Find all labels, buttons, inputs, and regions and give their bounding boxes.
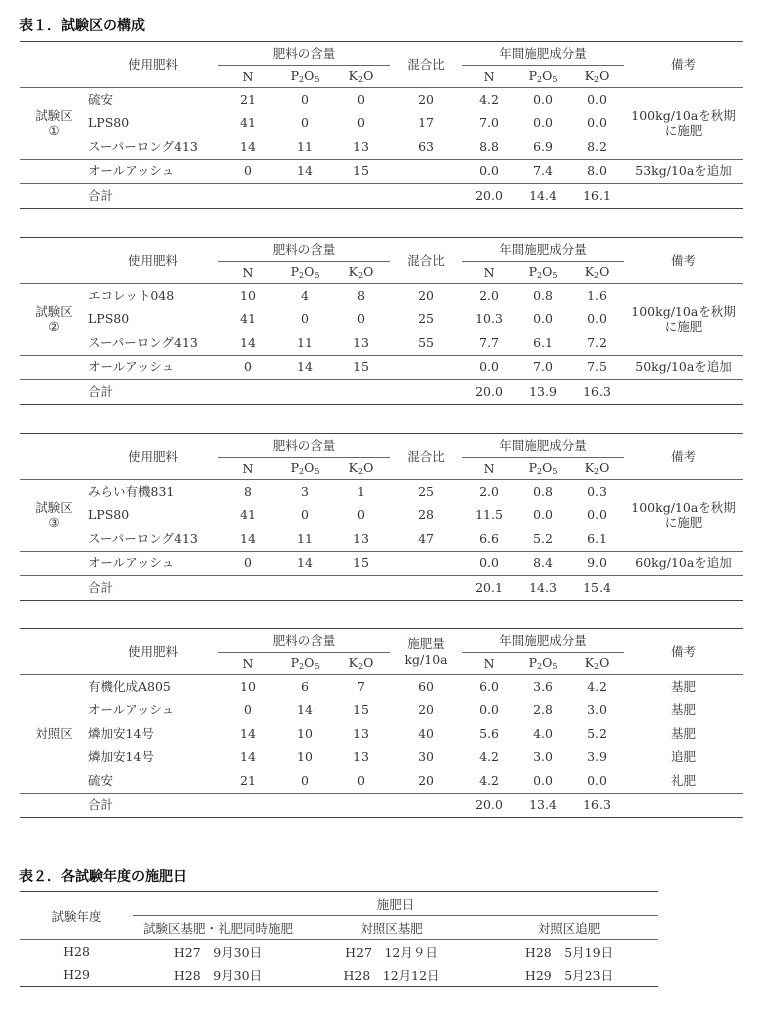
total-k: 16.1 xyxy=(570,184,624,209)
remark-main xyxy=(624,284,743,356)
n-content: 14 xyxy=(240,138,256,154)
section-table-2 xyxy=(20,237,743,405)
header-remarks: 備考 xyxy=(624,238,743,284)
k-content: 0 xyxy=(357,507,365,523)
annual-k: 0.0 xyxy=(587,115,607,131)
annual-n: 4.2 xyxy=(462,88,516,112)
n-content: 41 xyxy=(240,311,256,327)
header-rate xyxy=(390,629,462,675)
total-k: 15.4 xyxy=(570,576,624,601)
schedule-header-col2: 対照区基肥 xyxy=(360,920,423,936)
remark-main-line2: に施肥 xyxy=(664,515,703,531)
mix-ratio: 55 xyxy=(418,334,434,350)
schedule-date-cell: H27 9月30日 xyxy=(133,940,303,964)
annual-n: 6.6 xyxy=(479,530,499,546)
header-p2o5: $P_2O_5$ xyxy=(290,67,320,84)
fertilizer-row xyxy=(20,284,743,308)
section-label xyxy=(20,284,88,356)
n-content: 10 xyxy=(218,675,278,699)
total-p: 13.4 xyxy=(516,793,570,818)
section-label-line1: 試験区 xyxy=(35,107,73,123)
k-content: 7 xyxy=(332,675,390,699)
total-p: 14.4 xyxy=(516,184,570,209)
annual-k: 6.1 xyxy=(587,530,607,546)
header-n: N xyxy=(242,264,254,280)
control-table xyxy=(20,628,743,818)
p-content: 14 xyxy=(297,702,313,718)
annual-n: 6.0 xyxy=(462,675,516,699)
total-label: 合計 xyxy=(88,576,218,601)
remark-cell: 基肥 xyxy=(671,725,697,741)
schedule-date-cell: H27 12月９日 xyxy=(303,940,480,964)
n-content: 14 xyxy=(240,749,256,765)
header-mix: 混合比 xyxy=(390,42,462,88)
p-content: 14 xyxy=(278,355,332,380)
k-content: 8 xyxy=(332,284,390,308)
section-label-line1: 試験区 xyxy=(35,303,73,319)
header-p2o5: $P_2O_5$ xyxy=(290,459,320,476)
header-k2o: $K_2O$ xyxy=(348,459,374,476)
header-remarks: 備考 xyxy=(624,42,743,88)
header-p2o5: $P_2O_5$ xyxy=(528,654,558,671)
schedule-header-col1: 試験区基肥・礼肥同時施肥 xyxy=(142,920,293,936)
remark-main xyxy=(624,88,743,160)
annual-p: 0.0 xyxy=(533,311,553,327)
header-fertilizer: 使用肥料 xyxy=(88,434,218,480)
mix-ratio: 17 xyxy=(418,115,434,131)
header-p2o5: $P_2O_5$ xyxy=(528,263,558,280)
mix-ratio: 25 xyxy=(418,311,434,327)
mix-ratio: 28 xyxy=(418,507,434,523)
remark-main xyxy=(624,480,743,552)
p-content: 0 xyxy=(301,115,309,131)
schedule-date-cell: H28 9月30日 xyxy=(133,963,303,987)
fertilizer-row xyxy=(20,746,743,770)
header-content: 肥料の含量 xyxy=(218,629,390,653)
header-remarks: 備考 xyxy=(624,434,743,480)
header-content: 肥料の含量 xyxy=(218,42,390,66)
p-content: 10 xyxy=(297,749,313,765)
remark-main-line1: 100kg/10aを秋期 xyxy=(631,499,736,515)
mix-ratio: 30 xyxy=(418,749,434,765)
annual-k: 3.0 xyxy=(587,702,607,718)
p-content: 11 xyxy=(297,530,313,546)
header-n: N xyxy=(483,68,495,84)
n-content: 14 xyxy=(240,530,256,546)
n-content: 14 xyxy=(240,725,256,741)
annual-n: 0.0 xyxy=(462,355,516,380)
remark-cell: 礼肥 xyxy=(671,772,697,788)
n-content: 0 xyxy=(218,355,278,380)
annual-k: 0.0 xyxy=(587,311,607,327)
mix-ratio: 20 xyxy=(390,284,462,308)
total-row xyxy=(20,380,743,405)
fertilizer-name: オールアッシュ xyxy=(88,702,175,718)
p-content: 11 xyxy=(297,138,313,154)
annual-k: 7.5 xyxy=(570,355,624,380)
annual-n: 4.2 xyxy=(479,749,499,765)
section-label-line1: 試験区 xyxy=(35,499,73,515)
k-content: 15 xyxy=(353,702,369,718)
header-row xyxy=(20,434,743,458)
n-content: 8 xyxy=(218,480,278,504)
annual-k: 0.0 xyxy=(570,88,624,112)
remark-additional: 53kg/10aを追加 xyxy=(624,159,743,184)
annual-n: 8.8 xyxy=(479,138,499,154)
remark-additional: 50kg/10aを追加 xyxy=(624,355,743,380)
annual-p: 8.4 xyxy=(516,551,570,576)
schedule-table xyxy=(20,891,658,987)
total-row xyxy=(20,576,743,601)
mix-ratio: 25 xyxy=(390,480,462,504)
header-annual: 年間施肥成分量 xyxy=(462,434,624,458)
k-content: 13 xyxy=(353,334,369,350)
annual-n: 10.3 xyxy=(475,311,503,327)
header-row xyxy=(20,42,743,66)
fertilizer-row xyxy=(20,88,743,112)
k-content: 0 xyxy=(357,311,365,327)
fertilizer-row xyxy=(20,769,743,793)
annual-k: 1.6 xyxy=(570,284,624,308)
header-content: 肥料の含量 xyxy=(218,434,390,458)
annual-p: 6.9 xyxy=(533,138,553,154)
header-n: N xyxy=(242,68,254,84)
p-content: 14 xyxy=(278,159,332,184)
n-content: 0 xyxy=(218,551,278,576)
header-p2o5: $P_2O_5$ xyxy=(290,263,320,280)
remark-main-line1: 100kg/10aを秋期 xyxy=(631,303,736,319)
p-content: 0 xyxy=(301,507,309,523)
header-fertilizer: 使用肥料 xyxy=(88,42,218,88)
table1-title: 表１．試験区の構成 xyxy=(19,18,145,34)
annual-k: 4.2 xyxy=(570,675,624,699)
annual-p: 3.0 xyxy=(533,749,553,765)
total-p: 13.9 xyxy=(516,380,570,405)
n-content: 0 xyxy=(244,702,252,718)
fertilizer-name: スーパーロング413 xyxy=(88,138,198,154)
header-annual: 年間施肥成分量 xyxy=(462,42,624,66)
n-content: 10 xyxy=(218,284,278,308)
k-content: 15 xyxy=(332,355,390,380)
annual-n: 2.0 xyxy=(462,284,516,308)
n-content: 41 xyxy=(240,507,256,523)
fertilizer-name: 燐加安14号 xyxy=(88,725,154,741)
annual-n: 0.0 xyxy=(479,702,499,718)
header-k2o: $K_2O$ xyxy=(584,263,610,280)
remark-cell: 基肥 xyxy=(671,702,697,718)
header-n: N xyxy=(483,264,495,280)
annual-p: 4.0 xyxy=(533,725,553,741)
annual-p: 3.6 xyxy=(516,675,570,699)
remark-main-line2: に施肥 xyxy=(664,123,703,139)
total-p: 14.3 xyxy=(516,576,570,601)
p-content: 4 xyxy=(278,284,332,308)
remark-cell: 追肥 xyxy=(671,749,697,765)
k-content: 13 xyxy=(353,725,369,741)
k-content: 15 xyxy=(332,551,390,576)
k-content: 0 xyxy=(357,772,365,788)
k-content: 13 xyxy=(353,749,369,765)
annual-k: 0.3 xyxy=(570,480,624,504)
schedule-header-row xyxy=(20,892,658,916)
schedule-row xyxy=(20,940,658,964)
header-rate-unit: kg/10a xyxy=(404,651,448,667)
header-rate-label: 施肥量 xyxy=(407,635,445,651)
header-p2o5: $P_2O_5$ xyxy=(528,67,558,84)
mix-ratio: 47 xyxy=(418,530,434,546)
additional-row xyxy=(20,159,743,184)
p-content: 11 xyxy=(297,334,313,350)
section-label xyxy=(20,88,88,160)
header-k2o: $K_2O$ xyxy=(348,654,374,671)
fertilizer-name: LPS80 xyxy=(88,507,130,523)
header-content: 肥料の含量 xyxy=(218,238,390,262)
mix-ratio xyxy=(390,159,462,184)
mix-ratio: 40 xyxy=(418,725,434,741)
annual-p: 2.8 xyxy=(533,702,553,718)
header-fertilizer: 使用肥料 xyxy=(88,238,218,284)
mix-ratio xyxy=(390,355,462,380)
header-k2o: $K_2O$ xyxy=(584,67,610,84)
fertilizer-name: オールアッシュ xyxy=(88,159,218,184)
k-content: 0 xyxy=(332,88,390,112)
k-content: 13 xyxy=(353,138,369,154)
header-remarks: 備考 xyxy=(624,629,743,675)
schedule-header-year: 試験年度 xyxy=(20,892,133,940)
n-content: 14 xyxy=(240,334,256,350)
fertilizer-name: スーパーロング413 xyxy=(88,530,198,546)
header-k2o: $K_2O$ xyxy=(348,263,374,280)
schedule-row xyxy=(20,963,658,987)
header-row xyxy=(20,629,743,653)
annual-n: 0.0 xyxy=(462,159,516,184)
annual-n: 7.0 xyxy=(479,115,499,131)
schedule-date-cell: H28 5月19日 xyxy=(480,940,658,964)
schedule-date-cell: H29 5月23日 xyxy=(480,963,658,987)
section-label-line2: ① xyxy=(48,123,60,139)
p-content: 14 xyxy=(278,551,332,576)
annual-p: 0.0 xyxy=(533,507,553,523)
fertilizer-name: みらい有機831 xyxy=(88,480,218,504)
fertilizer-name: エコレット048 xyxy=(88,284,218,308)
additional-row xyxy=(20,355,743,380)
header-annual: 年間施肥成分量 xyxy=(462,629,624,653)
annual-k: 8.2 xyxy=(587,138,607,154)
annual-n: 11.5 xyxy=(475,507,503,523)
annual-p: 0.0 xyxy=(533,115,553,131)
header-n: N xyxy=(483,460,495,476)
annual-n: 2.0 xyxy=(462,480,516,504)
annual-p: 0.8 xyxy=(516,480,570,504)
header-n: N xyxy=(483,655,495,671)
section-label xyxy=(20,480,88,552)
schedule-year-cell: H29 xyxy=(20,963,133,987)
section-table-3 xyxy=(20,433,743,601)
header-n: N xyxy=(242,460,254,476)
header-k2o: $K_2O$ xyxy=(584,459,610,476)
fertilizer-name: 硫安 xyxy=(88,772,114,788)
mix-ratio: 20 xyxy=(418,772,434,788)
annual-p: 7.4 xyxy=(516,159,570,184)
annual-k: 3.9 xyxy=(587,749,607,765)
k-content: 0 xyxy=(357,115,365,131)
header-n: N xyxy=(242,655,254,671)
total-k: 16.3 xyxy=(570,793,624,818)
n-content: 21 xyxy=(240,772,256,788)
fertilizer-name: LPS80 xyxy=(88,115,130,131)
fertilizer-name: スーパーロング413 xyxy=(88,334,198,350)
remark-cell: 基肥 xyxy=(624,675,743,699)
p-content: 10 xyxy=(297,725,313,741)
p-content: 0 xyxy=(278,88,332,112)
mix-ratio: 60 xyxy=(390,675,462,699)
fertilizer-row xyxy=(20,699,743,723)
remark-main-line2: に施肥 xyxy=(664,319,703,335)
total-label: 合計 xyxy=(88,184,218,209)
fertilizer-name: 燐加安14号 xyxy=(88,749,154,765)
annual-p: 6.1 xyxy=(533,334,553,350)
total-n: 20.0 xyxy=(462,380,516,405)
annual-n: 4.2 xyxy=(479,772,499,788)
k-content: 1 xyxy=(332,480,390,504)
n-content: 41 xyxy=(240,115,256,131)
header-p2o5: $P_2O_5$ xyxy=(528,459,558,476)
header-row xyxy=(20,238,743,262)
annual-p: 0.8 xyxy=(516,284,570,308)
annual-n: 5.6 xyxy=(479,725,499,741)
fertilizer-name: オールアッシュ xyxy=(88,355,218,380)
p-content: 0 xyxy=(301,772,309,788)
section-label-line2: ② xyxy=(48,319,60,335)
schedule-date-cell: H28 12月12日 xyxy=(303,963,480,987)
mix-ratio xyxy=(390,551,462,576)
header-k2o: $K_2O$ xyxy=(584,654,610,671)
remark-main-line1: 100kg/10aを秋期 xyxy=(631,107,736,123)
annual-n: 0.0 xyxy=(462,551,516,576)
header-mix: 混合比 xyxy=(390,238,462,284)
header-fertilizer: 使用肥料 xyxy=(88,629,218,675)
p-content: 6 xyxy=(278,675,332,699)
annual-k: 7.2 xyxy=(587,334,607,350)
mix-ratio: 20 xyxy=(418,702,434,718)
k-content: 13 xyxy=(353,530,369,546)
control-label: 対照区 xyxy=(20,675,88,794)
p-content: 0 xyxy=(301,311,309,327)
header-p2o5: $P_2O_5$ xyxy=(290,654,320,671)
additional-row xyxy=(20,551,743,576)
annual-k: 0.0 xyxy=(587,772,607,788)
schedule-header-col3: 対照区追肥 xyxy=(537,920,601,936)
section-table-1 xyxy=(20,41,743,209)
fertilizer-name: 硫安 xyxy=(88,88,218,112)
header-mix: 混合比 xyxy=(390,434,462,480)
p-content: 3 xyxy=(278,480,332,504)
annual-p: 0.0 xyxy=(533,772,553,788)
annual-k: 8.0 xyxy=(570,159,624,184)
n-content: 0 xyxy=(218,159,278,184)
header-annual: 年間施肥成分量 xyxy=(462,238,624,262)
total-k: 16.3 xyxy=(570,380,624,405)
k-content: 15 xyxy=(332,159,390,184)
total-row xyxy=(20,793,743,818)
fertilizer-row xyxy=(20,675,743,699)
section-label-line2: ③ xyxy=(48,515,60,531)
fertilizer-row xyxy=(20,480,743,504)
total-row xyxy=(20,184,743,209)
annual-p: 0.0 xyxy=(516,88,570,112)
schedule-header-date: 施肥日 xyxy=(133,892,658,916)
annual-k: 9.0 xyxy=(570,551,624,576)
fertilizer-name: 有機化成A805 xyxy=(88,675,218,699)
remark-additional: 60kg/10aを追加 xyxy=(624,551,743,576)
annual-p: 7.0 xyxy=(516,355,570,380)
table2-title: 表２．各試験年度の施肥日 xyxy=(19,869,187,885)
mix-ratio: 20 xyxy=(390,88,462,112)
header-k2o: $K_2O$ xyxy=(348,67,374,84)
fertilizer-name: オールアッシュ xyxy=(88,551,218,576)
schedule-year-cell: H28 xyxy=(20,940,133,964)
total-label: 合計 xyxy=(88,793,218,818)
annual-k: 0.0 xyxy=(587,507,607,523)
total-n: 20.0 xyxy=(462,184,516,209)
fertilizer-row xyxy=(20,722,743,746)
fertilizer-name: LPS80 xyxy=(88,311,130,327)
mix-ratio: 63 xyxy=(418,138,434,154)
n-content: 21 xyxy=(218,88,278,112)
total-n: 20.1 xyxy=(462,576,516,601)
annual-k: 5.2 xyxy=(587,725,607,741)
total-n: 20.0 xyxy=(462,793,516,818)
annual-p: 5.2 xyxy=(533,530,553,546)
total-label: 合計 xyxy=(88,380,218,405)
annual-n: 7.7 xyxy=(479,334,499,350)
